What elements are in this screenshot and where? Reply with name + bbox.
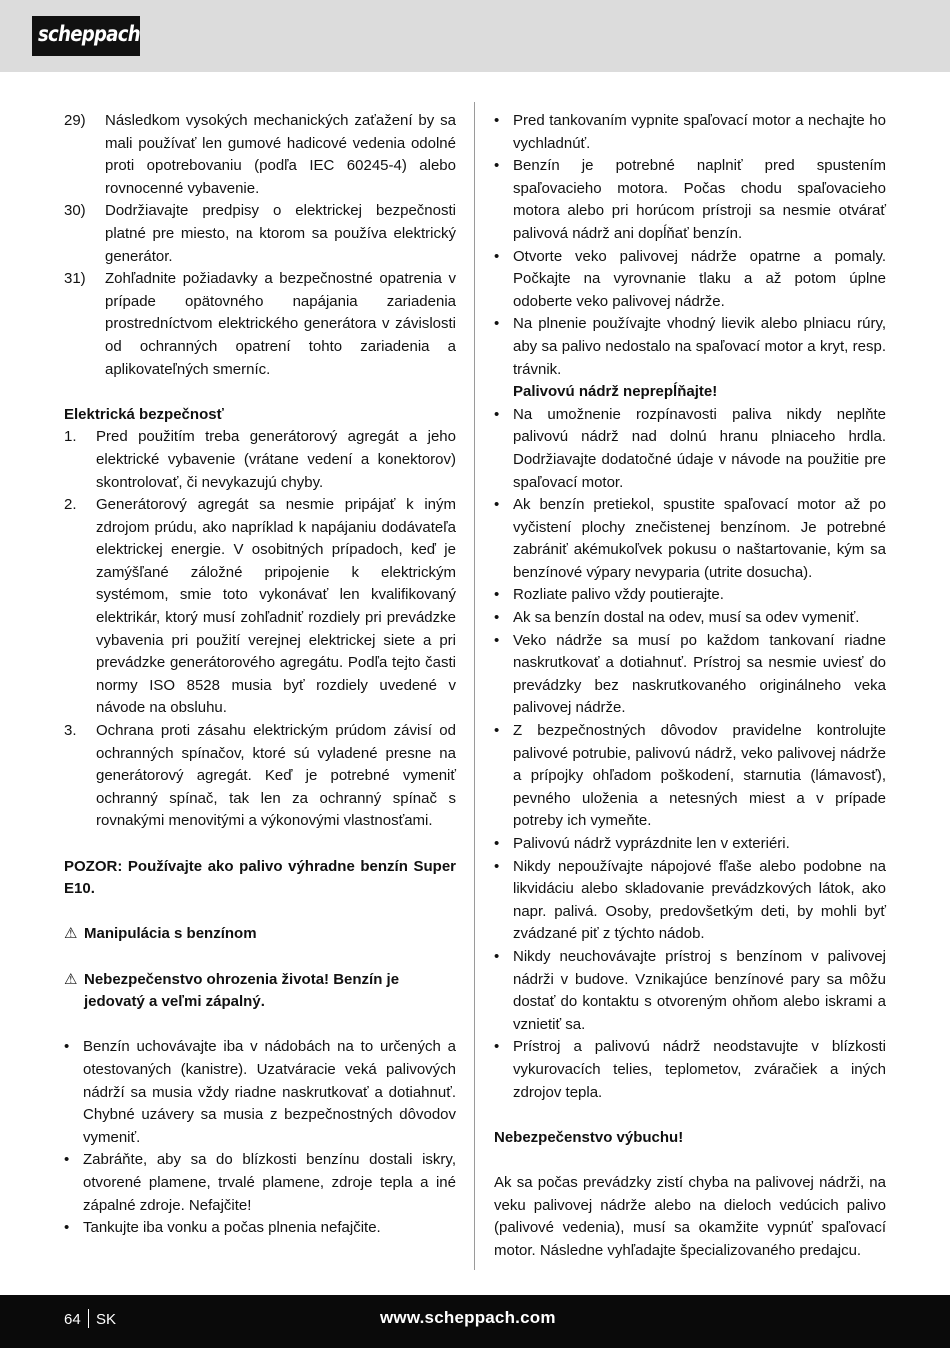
bullet: • — [494, 405, 500, 423]
language-code: SK — [96, 1311, 117, 1328]
list-item — [494, 155, 886, 245]
electrical-safety-heading: Elektrická bezpečnosť — [64, 405, 224, 423]
bullet: • — [494, 157, 500, 175]
list-item-text: Prístroj a palivovú nádrž neodstavujte v blízkosti vykurovacích telies, teplometov, zváračiek a iných zdrojov tepla. — [513, 1038, 886, 1101]
bullet: • — [494, 112, 500, 129]
bullet: • — [494, 1038, 500, 1056]
bullet: • — [64, 1219, 70, 1237]
list-item-text: Nikdy neuchovávajte prístroj s benzínom v palivovej nádrži v budove. Vznikajúce benzínové pary sa môžu dostať do kontaktu s otvoreným ohňom alebo iskrami a vznietiť sa. — [513, 947, 886, 1033]
bullet: • — [494, 247, 500, 265]
left-column — [64, 110, 456, 1240]
list-item — [494, 720, 886, 833]
list-item-text: Na plnenie používajte vhodný lievik alebo plniacu rúry, aby sa palivo nedostalo na spaľovací motor a kryt, resp. trávnik. — [513, 315, 886, 378]
item-text: Generátorový agregát sa nesmie pripájať k iným zdrojom prúdu, ako napríklad k napájaniu dodávateľa elektrickej energie. V osobitných prípadoch, keď je zamýšľané záložné pripojenie k elektrickým systémom, smie toto vykonávať len kvalifikovaný elektrikár, ktorý musí zohľadniť rozdiely pri prevádzke vybavenia pri použití verejnej elektrickej siete a pri prevádzke generátorového agregátu. Podľa tejto časti normy ISO 8528 musia byť rozdiely uvedené v návode na obsluhu. — [96, 496, 456, 717]
explosion-text: Ak sa počas prevádzky zistí chyba na palivovej nádrži, na veku palivovej nádrže alebo na dieloch vedúcich palivo (palivové vedenia), musí sa okamžite vypnúť spaľovací motor. Následne vyhľadajte špecializovaného predajcu. — [494, 1173, 886, 1259]
electrical-item-3 — [64, 720, 456, 833]
list-item — [64, 1217, 456, 1240]
footer-separator — [88, 1309, 89, 1328]
list-item-text: Veko nádrže sa musí po každom tankovaní riadne naskrutkovať a dotiahnuť. Prístroj sa nesmie uviesť do prevádzky bez naskrutkovaného originálneho veka palivovej nádrže. — [513, 631, 886, 717]
list-item-text: Tankujte iba vonku a počas plnenia nefajčite. — [83, 1219, 381, 1237]
bullet: • — [64, 1038, 70, 1056]
list-item — [494, 833, 886, 856]
list-item-text: Z bezpečnostných dôvodov pravidelne kontrolujte palivové potrubie, palivovú nádrž, veko palivovej nádrže a prípojky ohľadom poškodení, starnutia (lámavosť), pevného uloženia a netesných miest a v prípade potreby ich vymeňte. — [513, 722, 886, 830]
list-item — [64, 1149, 456, 1217]
list-item-text: Benzín je potrebné naplniť pred spustením spaľovacieho motora. Počas chodu spaľovacieho motora alebo pri horúcom prístroji sa nesmie otvárať palivová nádrž ani dopĺňať benzín. — [513, 157, 886, 242]
list-item — [494, 607, 886, 630]
warning-triangle-icon: ⚠ — [64, 925, 78, 943]
list-item — [494, 494, 886, 584]
bullet: • — [494, 586, 500, 604]
danger-heading — [64, 969, 456, 1014]
danger-heading-text: Nebezpečenstvo ohrozenia života! Benzín je jedovatý a veľmi zápalný. — [84, 970, 400, 1011]
bullet: • — [494, 857, 500, 875]
list-item-text: Ak sa benzín dostal na odev, musí sa odev vymeniť. — [513, 609, 860, 627]
list-item — [494, 1036, 886, 1104]
column-divider — [474, 102, 475, 1270]
page-footer — [0, 1295, 950, 1348]
bullet: • — [494, 835, 500, 852]
list-item — [494, 584, 886, 607]
numbered-item-29 — [64, 110, 456, 200]
bullet: • — [494, 631, 500, 649]
list-item-text: Otvorte veko palivovej nádrže opatrne a pomaly. Počkajte na vyrovnanie tlaku a až potom úplne odoberte veko palivovej nádrže. — [513, 247, 886, 310]
list-item-text: Nikdy nepoužívajte nápojové fľaše alebo podobne na likvidáciu alebo skladovanie prevádzkových látok, ako napr. palivá. Osoby, predovšetkým deti, by mohli byť zvádzané piť z týchto nádob. — [513, 857, 886, 943]
item-number: 1. — [64, 428, 77, 446]
page-number: 64 — [64, 1311, 81, 1328]
handling-heading — [64, 923, 456, 946]
warning-triangle-icon: ⚠ — [64, 970, 78, 988]
list-item-text: Pred tankovaním vypnite spaľovací motor a nechajte ho vychladnúť. — [513, 112, 886, 152]
item-number: 2. — [64, 496, 77, 514]
item-number: 29) — [64, 112, 86, 129]
item-number: 30) — [64, 202, 86, 220]
item-text: Ochrana proti zásahu elektrickým prúdom závisí od ochranných spínačov, ktoré sú vyladené presne na generátorový agregát. Keď je potrebné vymeniť ochranný spínač, tak len za ochranný spínač s rovnakými menovitými a výkonovými vlastnosťami. — [96, 722, 456, 830]
list-item — [494, 630, 886, 720]
list-item — [494, 856, 886, 946]
page-header — [0, 0, 950, 72]
bullet: • — [494, 315, 500, 333]
list-item-text: Benzín uchovávajte iba v nádobách na to určených a otestovaných (kanistre). Uzatváracie veká palivových nádrží sa musia vždy riadne naskrutkovať a dotiahnuť. Chybné uzávery sa musia z bezpečnostných dôvodov vymeniť. — [83, 1038, 456, 1146]
list-item — [494, 404, 886, 494]
list-item-text: Zabráňte, aby sa do blízkosti benzínu dostali iskry, otvorené plamene, trvalé plamene, zdroje tepla a iné zápalné zdroje. Nefajčite! — [83, 1151, 456, 1214]
list-item — [494, 946, 886, 1036]
item-number: 31) — [64, 270, 86, 288]
electrical-item-2 — [64, 494, 456, 720]
item-number: 3. — [64, 722, 77, 740]
fuel-caution-note: POZOR: Používajte ako palivo výhradne benzín Super E10. — [64, 857, 456, 898]
list-item — [494, 313, 886, 381]
website-url: www.scheppach.com — [380, 1308, 556, 1327]
bullet: • — [494, 609, 500, 627]
numbered-item-30 — [64, 200, 456, 268]
bullet: • — [494, 947, 500, 965]
right-column — [494, 110, 886, 1262]
explosion-heading: Nebezpečenstvo výbuchu! — [494, 1128, 684, 1146]
list-item-text: Ak benzín pretiekol, spustite spaľovací motor až po vyčistení plochy znečistenej benzínom. Je potrebné zabrániť akémukoľvek pokusu o naštartovanie, kým sa benzínové výpary nevyparia (utrite dosucha). — [513, 496, 886, 581]
item-text: Zohľadnite požiadavky a bezpečnostné opatrenia v prípade opätovného napájania zariadenia prostredníctvom elektrického generátora v závislosti od ochranných opatrení tohto zariadenia a aplikovateľných smerníc. — [105, 270, 456, 378]
list-item-text: Rozliate palivo vždy poutierajte. — [513, 586, 724, 604]
list-item — [64, 1036, 456, 1149]
list-item — [494, 246, 886, 314]
handling-heading-text: Manipulácia s benzínom — [84, 925, 257, 943]
scheppach-logo — [32, 16, 140, 56]
bullet: • — [494, 496, 500, 514]
item-text: Následkom vysokých mechanických zaťažení by sa mali používať len gumové hadicové vedenia odolné proti opotrebovaniu (podľa IEC 60245-4) alebo rovnocenné vybavenie. — [105, 112, 456, 197]
logo-text: scheppach — [38, 22, 140, 46]
item-text: Pred použitím treba generátorový agregát a jeho elektrické vybavenie (vrátane vedení a konektorov) skontrolovať, či nevykazujú chyby. — [96, 428, 456, 491]
numbered-item-31 — [64, 268, 456, 381]
item-text: Dodržiavajte predpisy o elektrickej bezpečnosti platné pre miesto, na ktorom sa používa elektrický generátor. — [105, 202, 456, 265]
list-item — [494, 110, 886, 155]
bullet: • — [494, 722, 500, 740]
list-item-text: Palivovú nádrž vyprázdnite len v exteriéri. — [513, 835, 790, 852]
no-overfill-warning: Palivovú nádrž neprepĺňajte! — [513, 383, 718, 401]
bullet: • — [64, 1151, 70, 1169]
list-item-text: Na umožnenie rozpínavosti paliva nikdy neplňte palivovú nádrž nad dolnú hranu plniaceho hrdla. Dodržiavajte dodatočné údaje v návode na použitie pre spaľovací motor. — [513, 405, 886, 491]
electrical-item-1 — [64, 426, 456, 494]
